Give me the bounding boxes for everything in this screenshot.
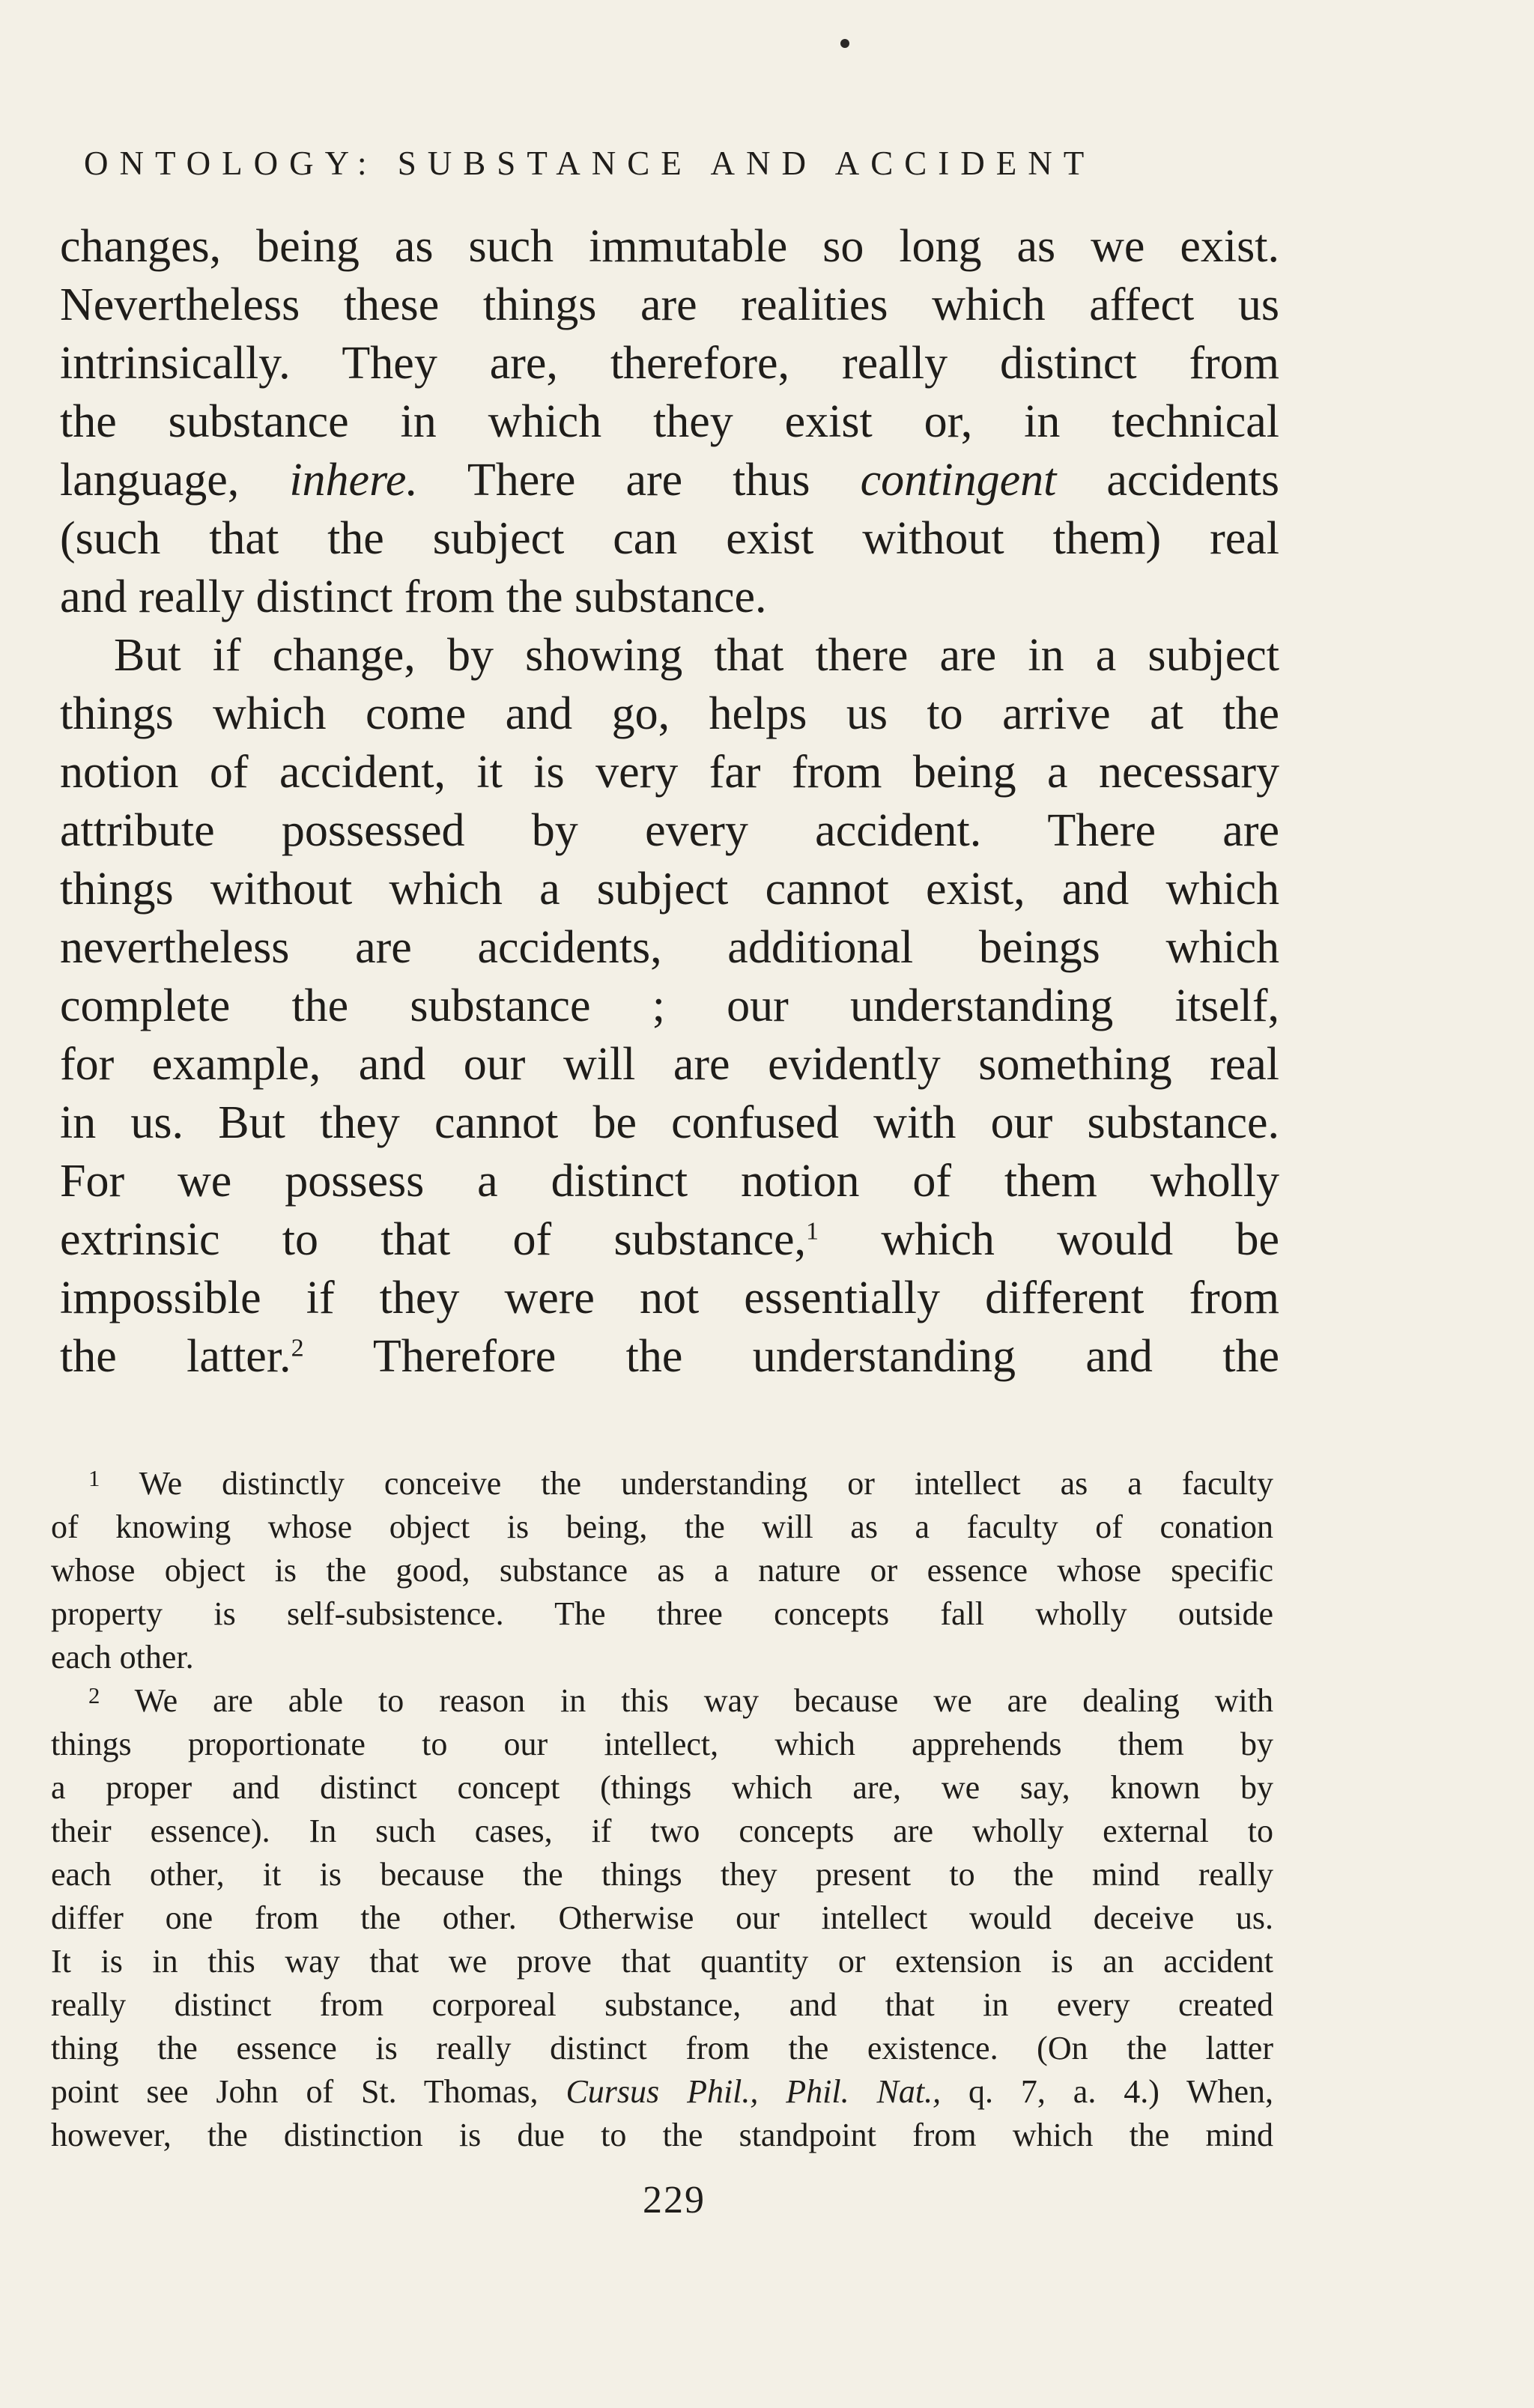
text-fragment: q. 7, a. 4.) When,: [968, 2073, 1274, 2110]
text-line: impossible if they were not essentially different from: [60, 1273, 1279, 1323]
footnote-2-line: a proper and distinct concept (things which are, we say, known by: [51, 1769, 1273, 1806]
footnotes: [51, 1462, 1273, 2157]
text-fragment: which would be: [881, 1214, 1279, 1265]
running-head: ONTOLOGY: SUBSTANCE AND ACCIDENT: [84, 145, 1096, 182]
text-fragment: extrinsic to that of substance,: [60, 1214, 807, 1265]
text-line: notion of accident, it is very far from being a necessary: [60, 747, 1279, 798]
text-fragment: accidents: [1106, 455, 1280, 506]
text-line: [60, 1327, 1279, 1386]
text-fragment: We are able to reason in this way because we are dealing with: [134, 1682, 1273, 1719]
footnote-2-line: their essence). In such cases, if two concepts are wholly external to: [51, 1813, 1273, 1849]
text-line: But if change, by showing that there are in a subject: [114, 630, 1279, 681]
footnote-2-line: It is in this way that we prove that quantity or extension is an accident: [51, 1943, 1273, 1980]
footnote-ref-1[interactable]: 1: [806, 1217, 819, 1246]
footnote-2-line: [51, 2070, 1273, 2114]
text-fragment: the latter.: [60, 1331, 291, 1382]
text-line: in us. But they cannot be confused with our substance.: [60, 1097, 1279, 1148]
text-line: intrinsically. They are, therefore, really distinct from: [60, 338, 1279, 389]
text-line: complete the substance ; our understanding itself,: [60, 980, 1279, 1031]
italic-citation: Cursus Phil., Phil. Nat.,: [566, 2073, 942, 2110]
text-line: [60, 1210, 1279, 1269]
footnote-1-line: property is self-subsistence. The three concepts fall wholly outside: [51, 1595, 1273, 1632]
text-line: attribute possessed by every accident. There are: [60, 805, 1279, 856]
footnote-2-line: things proportionate to our intellect, which apprehends them by: [51, 1726, 1273, 1762]
text-line: things which come and go, helps us to arrive at the: [60, 688, 1279, 739]
text-fragment: point see John of St. Thomas,: [51, 2073, 539, 2110]
text-line: (such that the subject can exist without them) real: [60, 513, 1279, 564]
footnote-2-line: however, the distinction is due to the standpoint from which the mind: [51, 2117, 1273, 2153]
footnote-2-line: [51, 1679, 1273, 1723]
text-fragment: Therefore the understanding and the: [372, 1331, 1280, 1382]
footnote-ref-2[interactable]: 2: [291, 1334, 304, 1362]
footnote-2-line: differ one from the other. Otherwise our intellect would deceive us.: [51, 1899, 1273, 1936]
text-line: changes, being as such immutable so long as we exist.: [60, 221, 1279, 272]
footnote-2-line: each other, it is because the things they present to the mind really: [51, 1856, 1273, 1893]
footnote-marker-1: 1: [88, 1466, 100, 1492]
text-line: [60, 451, 1279, 509]
footnote-2-line: thing the essence is really distinct from the existence. (On the latter: [51, 2030, 1273, 2066]
footnote-2-line: really distinct from corporeal substance, and that in every created: [51, 1986, 1273, 2023]
footnote-1-line: whose object is the good, substance as a nature or essence whose specific: [51, 1552, 1273, 1589]
text-fragment: language,: [60, 455, 240, 506]
text-line: the substance in which they exist or, in technical: [60, 396, 1279, 447]
text-line: things without which a subject cannot exist, and which: [60, 864, 1279, 915]
text-line: For we possess a distinct notion of them wholly: [60, 1156, 1279, 1207]
text-line: nevertheless are accidents, additional beings which: [60, 922, 1279, 973]
footnote-1-line: of knowing whose object is being, the will as a faculty of conation: [51, 1508, 1273, 1545]
page-number: 229: [643, 2179, 706, 2222]
ink-speck: [840, 39, 849, 48]
footnote-1-line: each other.: [51, 1639, 194, 1675]
text-fragment: We distinctly conceive the understanding or intellect as a faculty: [139, 1465, 1273, 1502]
footnote-1-line: [51, 1462, 1273, 1505]
text-line: for example, and our will are evidently something real: [60, 1039, 1279, 1090]
italic-term-inhere: inhere.: [289, 455, 418, 506]
footnote-marker-2: 2: [88, 1683, 100, 1709]
text-line: and really distinct from the substance.: [60, 571, 767, 622]
text-fragment: There are thus: [467, 455, 810, 506]
text-line: Nevertheless these things are realities which affect us: [60, 279, 1279, 330]
italic-term-contingent: contingent: [860, 455, 1057, 506]
main-text: [60, 217, 1279, 1386]
